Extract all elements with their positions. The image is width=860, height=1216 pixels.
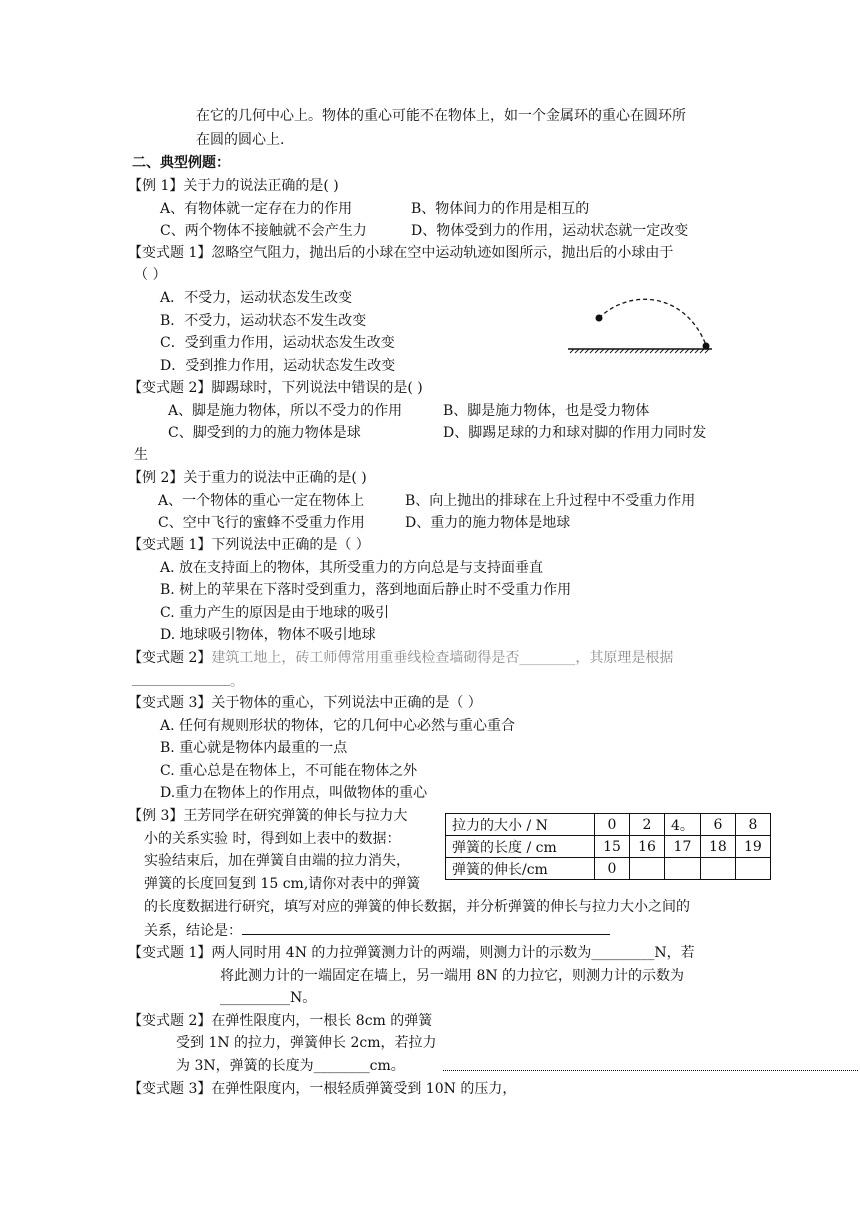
variant-3-2-line-2: 受到 1N 的拉力，弹簧伸长 2cm，若拉力: [176, 1035, 437, 1051]
intro-line-1: 在它的几何中心上。物体的重心可能不在物体上，如一个金属环的重心在圆环所: [196, 108, 686, 124]
example-3-line-4: 弹簧的长度回复到 15 cm,请你对表中的弹簧: [144, 876, 421, 892]
variant-3-1-line-3: __________N。: [220, 990, 317, 1006]
variant-2-3-option-a: A. 任何有规则形状的物体，它的几何中心必然与重心重合: [160, 718, 516, 734]
variant-1-2-option-d: D、脚踢足球的力和球对脚的作用力同时发: [443, 425, 707, 441]
variant-1-2-option-a: A、脚是施力物体，所以不受力的作用: [168, 403, 403, 419]
variant-1-2-option-b: B、脚是施力物体，也是受力物体: [443, 403, 650, 419]
example-2-option-c: C、空中飞行的蜜蜂不受重力作用: [158, 515, 365, 531]
variant-2-1-option-a: A. 放在支持面上的物体，其所受重力的方向总是与支持面垂直: [160, 560, 544, 576]
table-cell: 6: [700, 814, 735, 836]
variant-2-3-option-d: D.重力在物体上的作用点，叫做物体的重心: [160, 785, 428, 801]
variant-2-2-label: 【变式题 2】: [128, 650, 212, 666]
example-3-conclusion-label: 关系，结论是：: [144, 923, 242, 939]
example-1-option-d: D、物体受到力的作用，运动状态就一定改变: [411, 223, 689, 239]
ball-trajectory-figure: [560, 290, 720, 360]
example-3-line-5: 的长度数据进行研究，填写对应的弹簧的伸长数据，并分析弹簧的伸长与拉力大小之间的: [144, 899, 690, 915]
example-3-line-1: 【例 3】王芳同学在研究弹簧的伸长与拉力大: [128, 808, 408, 824]
variant-2-3-option-b: B. 重心就是物体内最重的一点: [160, 740, 348, 756]
variant-3-3-line-1: 【变式题 3】在弹性限度内，一根轻质弹簧受到 10N 的压力，: [128, 1081, 517, 1097]
example-3-line-6: [144, 920, 610, 941]
table-row-label: 拉力的大小 / N: [446, 814, 595, 836]
table-cell-empty[interactable]: [735, 858, 770, 880]
variant-2-2-blank[interactable]: [132, 671, 230, 686]
trajectory-curve: [599, 299, 706, 345]
variant-2-2-text: 建筑工地上，砖工师傅常用重垂线检查墙砌得是否________，其原理是根据: [211, 650, 674, 666]
example-3-conclusion-blank[interactable]: [242, 920, 610, 935]
variant-3-2-line-1: 【变式题 2】在弹性限度内，一根长 8cm 的弹簧: [128, 1013, 433, 1029]
variant-1-2-option-d-cont: 生: [134, 447, 148, 463]
variant-3-1-line-1: 【变式题 1】两人同时用 4N 的力拉弹簧测力计的两端，则测力计的示数为_________N，若: [128, 945, 695, 961]
variant-3-1-line-2: 将此测力计的一端固定在墙上，另一端用 8N 的力拉它，则测力计的示数为: [220, 968, 685, 984]
table-cell: 15: [595, 836, 630, 858]
variant-2-2-blank-line: [132, 671, 244, 692]
table-row-extension: [446, 858, 771, 880]
spring-data-table: [445, 813, 771, 880]
variant-2-1-option-d: D. 地球吸引物体，物体不吸引地球: [160, 627, 376, 643]
table-cell-empty[interactable]: [700, 858, 735, 880]
variant-1-1-option-c: C．受到重力作用，运动状态发生改变: [160, 335, 395, 351]
example-2-option-b: B、向上抛出的排球在上升过程中不受重力作用: [405, 493, 696, 509]
table-cell: 19: [735, 836, 770, 858]
intro-line-2: 在圆的圆心上.: [196, 132, 285, 148]
example-1-stem: 【例 1】关于力的说法正确的是( ): [128, 178, 339, 194]
example-1-option-a: A、有物体就一定存在力的作用: [160, 201, 353, 217]
table-cell: 0: [595, 814, 630, 836]
table-cell: 4。: [665, 814, 701, 836]
variant-2-3-stem: 【变式题 3】关于物体的重心，下列说法中正确的是（ ）: [128, 695, 482, 711]
variant-2-1-option-b: B. 树上的苹果在下落时受到重力，落到地面后静止时不受重力作用: [160, 582, 572, 598]
table-row-force: [446, 814, 771, 836]
example-1-option-c: C、两个物体不接触就不会产生力: [160, 223, 367, 239]
variant-1-1-option-d: D．受到推力作用，运动状态发生改变: [160, 358, 396, 374]
variant-2-1-option-c: C. 重力产生的原因是由于地球的吸引: [160, 605, 390, 621]
variant-2-3-option-c: C. 重心总是在物体上，不可能在物体之外: [160, 763, 418, 779]
variant-1-1-option-b: B．不受力，运动状态不发生改变: [160, 313, 367, 329]
table-row-label: 弹簧的长度 / cm: [446, 836, 595, 858]
table-cell: 17: [665, 836, 701, 858]
example-3-line-2: 小的关系实验 时，得到如上表中的数据：: [144, 831, 401, 847]
variant-2-1-stem: 【变式题 1】下列说法中正确的是（ ）: [128, 537, 370, 553]
section-title: 二、典型例题：: [132, 155, 230, 171]
variant-2-2-line: [128, 648, 673, 668]
table-cell: 0: [595, 858, 630, 880]
variant-1-1-paren: （ ）: [134, 267, 167, 283]
table-row-length: [446, 836, 771, 858]
example-2-stem: 【例 2】关于重力的说法中正确的是( ): [128, 470, 367, 486]
example-3-line-3: 实验结束后，加在弹簧自由端的拉力消失，: [144, 853, 410, 869]
table-cell-empty[interactable]: [665, 858, 701, 880]
table-cell: 18: [700, 836, 735, 858]
variant-2-2-tail: 。: [230, 674, 244, 690]
table-cell: 2: [630, 814, 665, 836]
variant-1-2-option-c: C、脚受到的力的施力物体是球: [168, 425, 361, 441]
example-2-option-d: D、重力的施力物体是地球: [405, 515, 571, 531]
table-cell: 16: [630, 836, 665, 858]
variant-1-2-stem: 【变式题 2】脚踢球时，下列说法中错误的是( ): [128, 380, 423, 396]
dotted-divider: [443, 1070, 858, 1071]
example-1-option-b: B、物体间力的作用是相互的: [411, 201, 590, 217]
variant-3-2-line-3: 为 3N，弹簧的长度为________cm。: [176, 1058, 405, 1074]
variant-1-1-option-a: A．不受力，运动状态发生改变: [160, 290, 353, 306]
example-2-option-a: A、一个物体的重心一定在物体上: [158, 493, 365, 509]
table-cell: 8: [735, 814, 770, 836]
variant-1-1-stem: 【变式题 1】忽略空气阻力，抛出后的小球在空中运动轨迹如图所示，抛出后的小球由于: [128, 245, 674, 261]
ball-start: [596, 315, 603, 322]
table-row-label: 弹簧的伸长/cm: [446, 858, 595, 880]
table-cell-empty[interactable]: [630, 858, 665, 880]
